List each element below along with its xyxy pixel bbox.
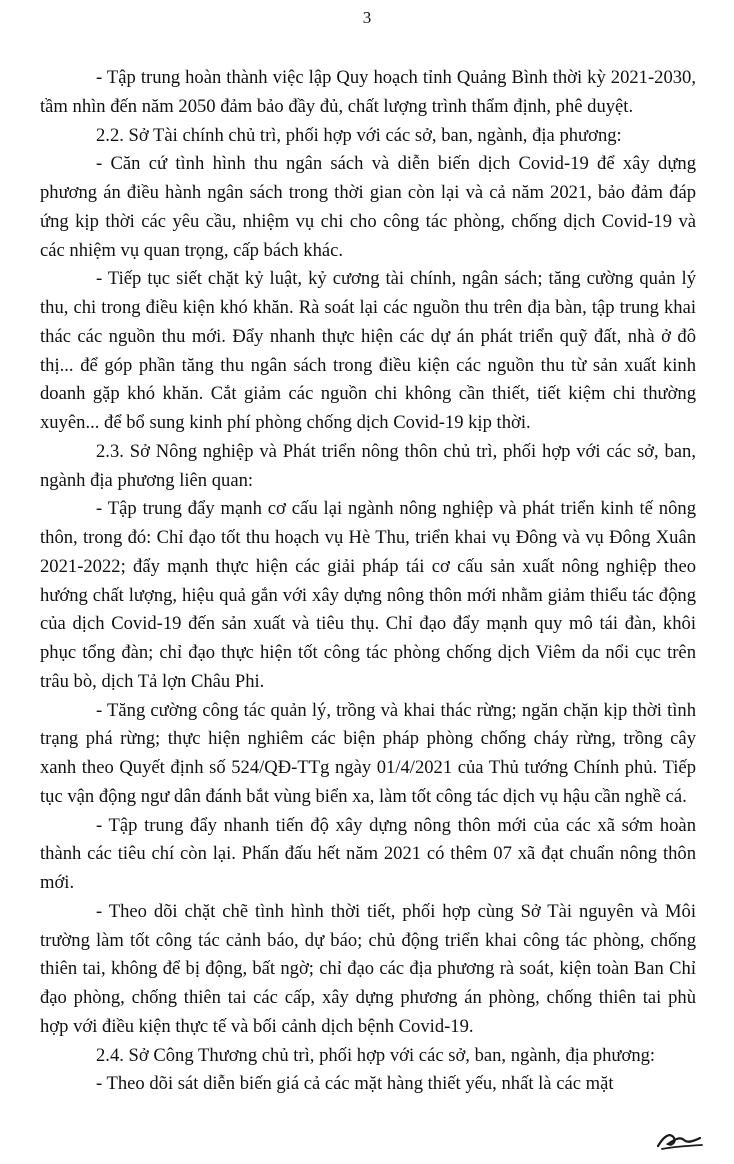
paragraph-forestry: - Tăng cường công tác quản lý, trồng và khai thác rừng; ngăn chặn kịp thời tình trạng phá rừng; thực hiện nghiêm các biện pháp phòng chống cháy rừng, trồng cây xanh theo Quyết định số 524/QĐ-TTg ngày 01/4/2021 của Thủ tướng Chính phủ. Tiếp tục vận động ngư dân đánh bắt vùng biển xa, làm tốt công tác dịch vụ hậu cần nghề cá. <box>40 699 696 807</box>
paragraph-agriculture: - Tập trung đẩy mạnh cơ cấu lại ngành nông nghiệp và phát triển kinh tế nông thôn, trong đó: Chỉ đạo tốt thu hoạch vụ Hè Thu, triển khai vụ Đông và vụ Đông Xuân 2021-2022; đẩy mạnh thực hiện các giải pháp tái cơ cấu sản xuất nông nghiệp theo hướng chất lượng, hiệu quả gắn với xây dựng nông thôn mới nhằm giảm thiểu tác động của dịch Covid-19 đến sản xuất và tiêu thụ. Chỉ đạo đẩy mạnh quy mô tái đàn, khôi phục tổng đàn; chỉ đạo thực hiện tốt công tác phòng chống dịch Viêm da nổi cục trên trâu bò, dịch Tả lợn Châu Phi. <box>40 498 696 692</box>
paragraph-prices: - Theo dõi sát diễn biến giá cả các mặt hàng thiết yếu, nhất là các mặt <box>96 1073 614 1095</box>
document-body <box>40 64 696 1099</box>
paragraph-budget-plan: - Căn cứ tình hình thu ngân sách và diễn biến dịch Covid-19 để xây dựng phương án điều hành ngân sách trong thời gian còn lại và cả năm 2021, bảo đảm đáp ứng kịp thời các yêu cầu, nhiệm vụ chi cho công tác phòng, chống dịch Covid-19 và các nhiệm vụ quan trọng, cấp bách khác. <box>40 153 696 261</box>
paragraph-new-rural: - Tập trung đẩy nhanh tiến độ xây dựng nông thôn mới của các xã sớm hoàn thành các tiêu chí còn lại. Phấn đấu hết năm 2021 có thêm 07 xã đạt chuẩn nông thôn mới. <box>40 814 696 893</box>
paragraph-finance-discipline: - Tiếp tục siết chặt kỷ luật, kỷ cương tài chính, ngân sách; tăng cường quản lý thu, chi trong điều kiện khó khăn. Rà soát lại các nguồn thu trên địa bàn, tập trung khai thác các nguồn thu mới. Đẩy nhanh thực hiện các dự án phát triển quỹ đất, nhà ở đô thị... để góp phần tăng thu ngân sách trong điều kiện các nguồn thu từ sản xuất kinh doanh gặp khó khăn. Cắt giảm các nguồn chi không cần thiết, tiết kiệm chi thường xuyên... để bổ sung kinh phí phòng chống dịch Covid-19 kịp thời. <box>40 268 696 433</box>
heading-2-4: 2.4. Sở Công Thương chủ trì, phối hợp với các sở, ban, ngành, địa phương: <box>96 1044 656 1066</box>
heading-2-3: 2.3. Sở Nông nghiệp và Phát triển nông thôn chủ trì, phối hợp với các sở, ban, ngành địa phương liên quan: <box>40 440 696 491</box>
initials-mark-icon <box>654 1126 706 1152</box>
heading-2-2: 2.2. Sở Tài chính chủ trì, phối hợp với các sở, ban, ngành, địa phương: <box>96 124 622 146</box>
paragraph-disaster: - Theo dõi chặt chẽ tình hình thời tiết, phối hợp cùng Sở Tài nguyên và Môi trường làm tốt công tác cảnh báo, dự báo; chủ động triển khai công tác phòng, chống thiên tai, không để bị động, bất ngờ; chỉ đạo các địa phương rà soát, kiện toàn Ban Chỉ đạo phòng, chống thiên tai các cấp, xây dựng phương án phòng, chống thiên tai phù hợp với điều kiện thực tế và bối cảnh dịch bệnh Covid-19. <box>40 900 696 1037</box>
page-number: 3 <box>362 8 372 27</box>
paragraph-planning: - Tập trung hoàn thành việc lập Quy hoạch tỉnh Quảng Bình thời kỳ 2021-2030, tầm nhìn đến năm 2050 đảm bảo đầy đủ, chất lượng trình thẩm định, phê duyệt. <box>40 67 696 117</box>
